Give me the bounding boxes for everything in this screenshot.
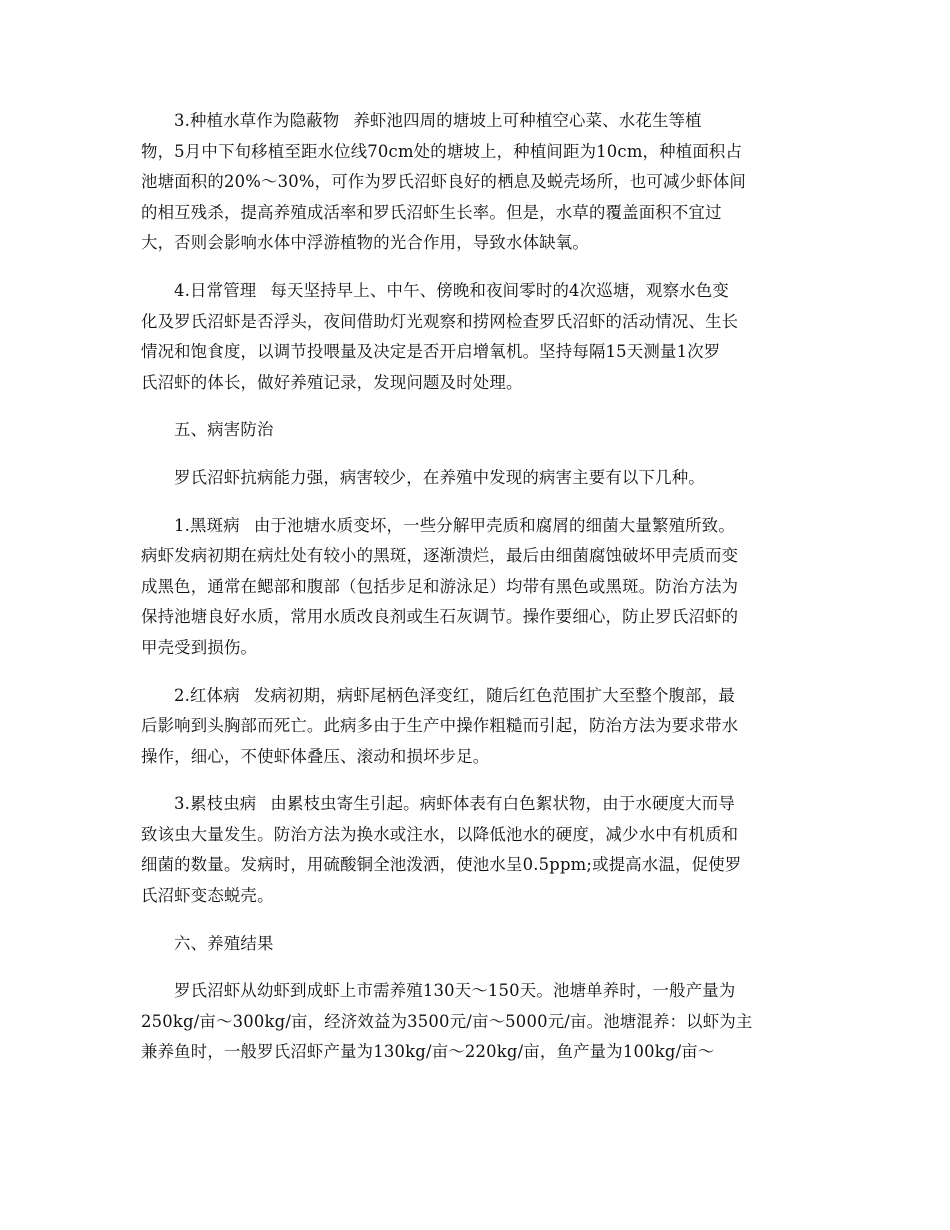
text-line bbox=[141, 681, 809, 712]
paragraph-lead: 4.日常管理 bbox=[174, 280, 257, 300]
text-line: 罗氏沼虾从幼虾到成虾上市需养殖130天～150天。池塘单养时，一般产量为 bbox=[174, 981, 736, 1001]
text-line: 的相互残杀，提高养殖成活率和罗氏沼虾生长率。但是，水草的覆盖面积不宜过 bbox=[141, 202, 722, 222]
text-line: 化及罗氏沼虾是否浮头，夜间借助灯光观察和捞网检查罗氏沼虾的活动情况、生长 bbox=[141, 311, 739, 331]
text-line: 保持池塘良好水质，常用水质改良剂或生石灰调节。操作要细心，防止罗氏沼虾的 bbox=[141, 607, 739, 627]
section-heading-results: 六、养殖结果 bbox=[174, 933, 274, 953]
paragraph-disease-intro bbox=[141, 463, 809, 494]
line-text: 每天坚持早上、中午、傍晚和夜间零时的4次巡塘，观察水色变 bbox=[270, 280, 729, 300]
text-line bbox=[141, 276, 809, 307]
text-line: 情况和饱食度，以调节投喂量及决定是否开启增氧机。坚持每隔15天测量1次罗 bbox=[141, 342, 721, 362]
text-line bbox=[141, 789, 809, 820]
paragraph-lead: 2.红体病 bbox=[174, 685, 240, 705]
paragraph-red-body bbox=[141, 681, 809, 773]
text-line: 物，5月中下旬移植至距水位线70cm处的塘坡上，种植间距为10cm，种植面积占 bbox=[141, 141, 743, 161]
paragraph-aquatic-plants bbox=[141, 106, 809, 259]
text-line: 罗氏沼虾抗病能力强，病害较少，在养殖中发现的病害主要有以下几种。 bbox=[174, 467, 705, 487]
text-line: 病虾发病初期在病灶处有较小的黑斑，逐渐溃烂，最后由细菌腐蚀破坏甲壳质而变 bbox=[141, 546, 739, 566]
text-line: 氏沼虾的体长，做好养殖记录，发现问题及时处理。 bbox=[141, 372, 523, 392]
paragraph-epistylis bbox=[141, 789, 809, 911]
text-line: 甲壳受到损伤。 bbox=[141, 637, 258, 657]
text-line: 大，否则会影响水体中浮游植物的光合作用，导致水体缺氧。 bbox=[141, 233, 589, 253]
paragraph-lead: 1.黑斑病 bbox=[174, 515, 240, 535]
text-line: 后影响到头胸部而死亡。此病多由于生产中操作粗糙而引起，防治方法为要求带水 bbox=[141, 716, 739, 736]
line-text: 养虾池四周的塘坡上可种植空心菜、水花生等植 bbox=[353, 111, 702, 130]
text-line: 操作，细心，不使虾体叠压、滚动和损坏步足。 bbox=[141, 746, 490, 766]
paragraph-results bbox=[141, 976, 809, 1068]
text-line: 250kg/亩～300kg/亩，经济效益为3500元/亩～5000元/亩。池塘混养：以虾为主 bbox=[141, 1011, 753, 1031]
text-line: 兼养鱼时，一般罗氏沼虾产量为130kg/亩～220kg/亩，鱼产量为100kg/亩～ bbox=[141, 1042, 715, 1062]
text-line bbox=[141, 106, 809, 137]
paragraph-lead: 3.累枝虫病 bbox=[174, 794, 257, 814]
paragraph-daily-management bbox=[141, 276, 809, 398]
text-line: 氏沼虾变态蜕壳。 bbox=[141, 886, 274, 906]
text-line bbox=[141, 511, 809, 542]
text-line: 细菌的数量。发病时，用硫酸铜全池泼洒，使池水呈0.5ppm;或提高水温，促使罗 bbox=[141, 855, 742, 875]
line-text: 由累枝虫寄生引起。病虾体表有白色絮状物，由于水硬度大而导 bbox=[270, 794, 735, 814]
text-line: 致该虫大量发生。防治方法为换水或注水，以降低池水的硬度，减少水中有机质和 bbox=[141, 824, 739, 844]
paragraph-lead: 3.种植水草作为隐蔽物 bbox=[174, 111, 340, 130]
paragraph-black-spot bbox=[141, 511, 809, 664]
line-text: 发病初期，病虾尾柄色泽变红，随后红色范围扩大至整个腹部，最 bbox=[253, 685, 735, 705]
text-line: 池塘面积的20%～30%，可作为罗氏沼虾良好的栖息及蜕壳场所，也可减少虾体间 bbox=[141, 172, 746, 192]
line-text: 由于池塘水质变坏，一些分解甲壳质和腐屑的细菌大量繁殖所致。 bbox=[253, 515, 735, 535]
section-heading-disease-control: 五、病害防治 bbox=[174, 420, 274, 440]
text-line: 成黑色，通常在鳃部和腹部（包括步足和游泳足）均带有黑色或黑斑。防治方法为 bbox=[141, 576, 739, 596]
document-body bbox=[141, 106, 809, 1085]
